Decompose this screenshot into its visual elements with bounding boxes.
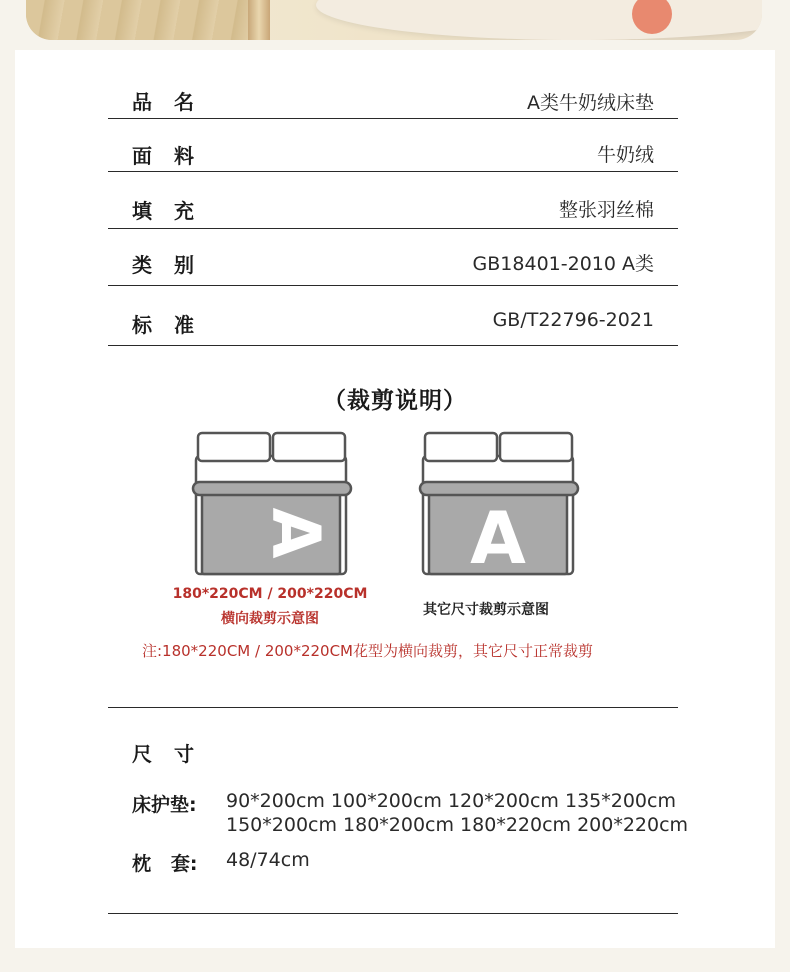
mattress-size-line-2: 150*200cm 180*200cm 180*220cm 200*220cm	[226, 814, 689, 836]
pattern-letter: A	[470, 496, 526, 580]
spec-table	[108, 70, 678, 346]
cutting-note: 注:180*220CM / 200*220CM花型为横向裁剪，其它尺寸正常裁剪	[142, 642, 593, 660]
spec-row-fabric	[108, 119, 678, 172]
section-divider	[108, 707, 678, 708]
spec-value: GB18401-2010 A类	[472, 253, 654, 275]
spec-value: GB/T22796-2021	[492, 309, 654, 331]
mattress-size-line-1: 90*200cm 100*200cm 120*200cm 135*200cm	[226, 790, 676, 812]
horizontal-cut-diagram	[191, 430, 357, 580]
spec-label: 填充	[132, 199, 216, 223]
spec-value: 牛奶绒	[596, 144, 654, 166]
bottom-divider	[108, 913, 678, 914]
spec-label: 面料	[132, 144, 216, 168]
pillow-left	[425, 433, 497, 461]
mattress-fold	[420, 482, 578, 495]
spec-label: 标准	[132, 313, 216, 337]
top-photo-banner	[26, 0, 762, 40]
spec-card	[15, 50, 775, 948]
spec-row-name	[108, 70, 678, 119]
horizontal-cut-caption-label: 横向裁剪示意图	[221, 611, 319, 627]
spec-row-standard	[108, 286, 678, 346]
banner-rug	[316, 0, 762, 40]
mattress-size-label: 床护垫:	[132, 794, 197, 816]
spec-value: A类牛奶绒床垫	[527, 92, 654, 114]
pillowcase-size-value: 48/74cm	[226, 849, 310, 871]
pillow-right	[500, 433, 572, 461]
spec-label: 类别	[132, 253, 216, 277]
spec-label: 品名	[132, 90, 216, 114]
normal-cut-diagram	[418, 430, 584, 580]
banner-wood-floor	[26, 0, 256, 40]
size-heading: 尺寸	[132, 742, 216, 766]
cutting-title: （裁剪说明）	[323, 388, 467, 414]
pillow-right	[273, 433, 345, 461]
pillowcase-size-label: 枕 套:	[132, 853, 198, 875]
normal-cut-caption: 其它尺寸裁剪示意图	[423, 602, 549, 618]
pillow-left	[198, 433, 270, 461]
mattress-fold	[193, 482, 351, 495]
spec-value: 整张羽丝棉	[558, 199, 654, 221]
horizontal-cut-caption-sizes: 180*220CM / 200*220CM	[172, 586, 368, 602]
spec-row-category	[108, 229, 678, 286]
spec-row-filling	[108, 172, 678, 229]
banner-bed-post	[248, 0, 270, 40]
pattern-letter-rotated: A	[257, 507, 334, 559]
